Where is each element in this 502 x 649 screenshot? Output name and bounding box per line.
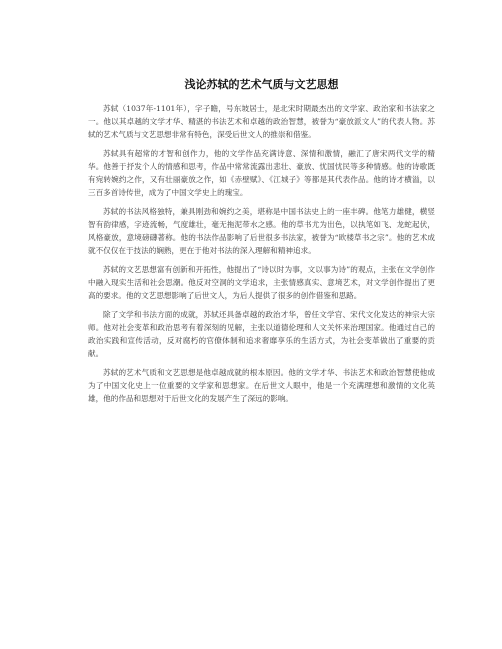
document-page	[88, 78, 435, 413]
paragraph-intro: 苏轼（1037年-1101年），字子瞻，号东坡居士，是北宋时期最杰出的文学家、政治家和书法家之一。他以其卓越的文学才华、精湛的书法艺术和卓越的政治智慧，被誉为“豪放派文人”的代表人物。苏轼的艺术气质与文艺思想非常有特色，深受后世文人的推崇和借鉴。	[88, 104, 435, 139]
document-title: 浅论苏轼的艺术气质与文艺思想	[184, 78, 339, 91]
paragraph-conclusion: 苏轼的艺术气质和文艺思想是他卓越成就的根本原因。他的文学才华、书法艺术和政治智慧使他成为了中国文化史上一位重要的文学家和思想家。在后世文人眼中，他是一个充满理想和激情的文化英雄，他的作品和思想对于后世文化的发展产生了深远的影响。	[88, 368, 435, 403]
paragraph-literary-thought: 苏轼的文艺思想富有创新和开拓性，他提出了“诗以时为事，文以事为诗”的观点，主张在文学创作中融入现实生活和社会思潮。他反对空洞的文学追求，主张情感真实、意境艺术，对文学创作提出了更高的要求。他的文艺思想影响了后世文人，为后人提供了很多的创作借鉴和思路。	[88, 265, 435, 300]
paragraph-calligraphy: 苏轼的书法风格独特，兼具刚劲和婉约之美，堪称是中国书法史上的一座丰碑。他笔力雄健，横竖智有韵律感，字迹流畅，气度雄壮，毫无拖泥带水之感。他的草书尤为出色，以执笔如飞、龙蛇起伏，风格豪放，意境磅礴著称。他的书法作品影响了后世很多书法家，被誉为“欧楼草书之宗”。他的艺术成就不仅仅在于技法的娴熟，更在于他对书法的深入理解和精神追求。	[88, 207, 435, 255]
paragraph-literature: 苏轼具有超常的才智和创作力，他的文学作品充满诗意、深情和激情，融汇了唐宋两代文学的精华。他善于抒发个人的情感和思考，作品中常常流露出悲壮、豪放、忧国忧民等多种情感。他的诗歌既有宛转婉约之作，又有壮丽豪放之作，如《赤壁赋》、《江城子》等都是其代表作品。他的诗才横溢，以三百多首诗传世，成为了中国文学史上的瑰宝。	[88, 149, 435, 197]
paragraph-politics: 除了文学和书法方面的成就，苏轼还具备卓越的政治才华，曾任文学官、宋代文化发达的神宗大宗师。他对社会变革和政治思考有着深刻的见解，主张以道德伦理和人文关怀来治理国家。他通过自己的政治实践和宣传活动，反对腐朽的官僚体制和追求奢靡享乐的生活方式，为社会变革做出了重要的贡献。	[88, 310, 435, 358]
